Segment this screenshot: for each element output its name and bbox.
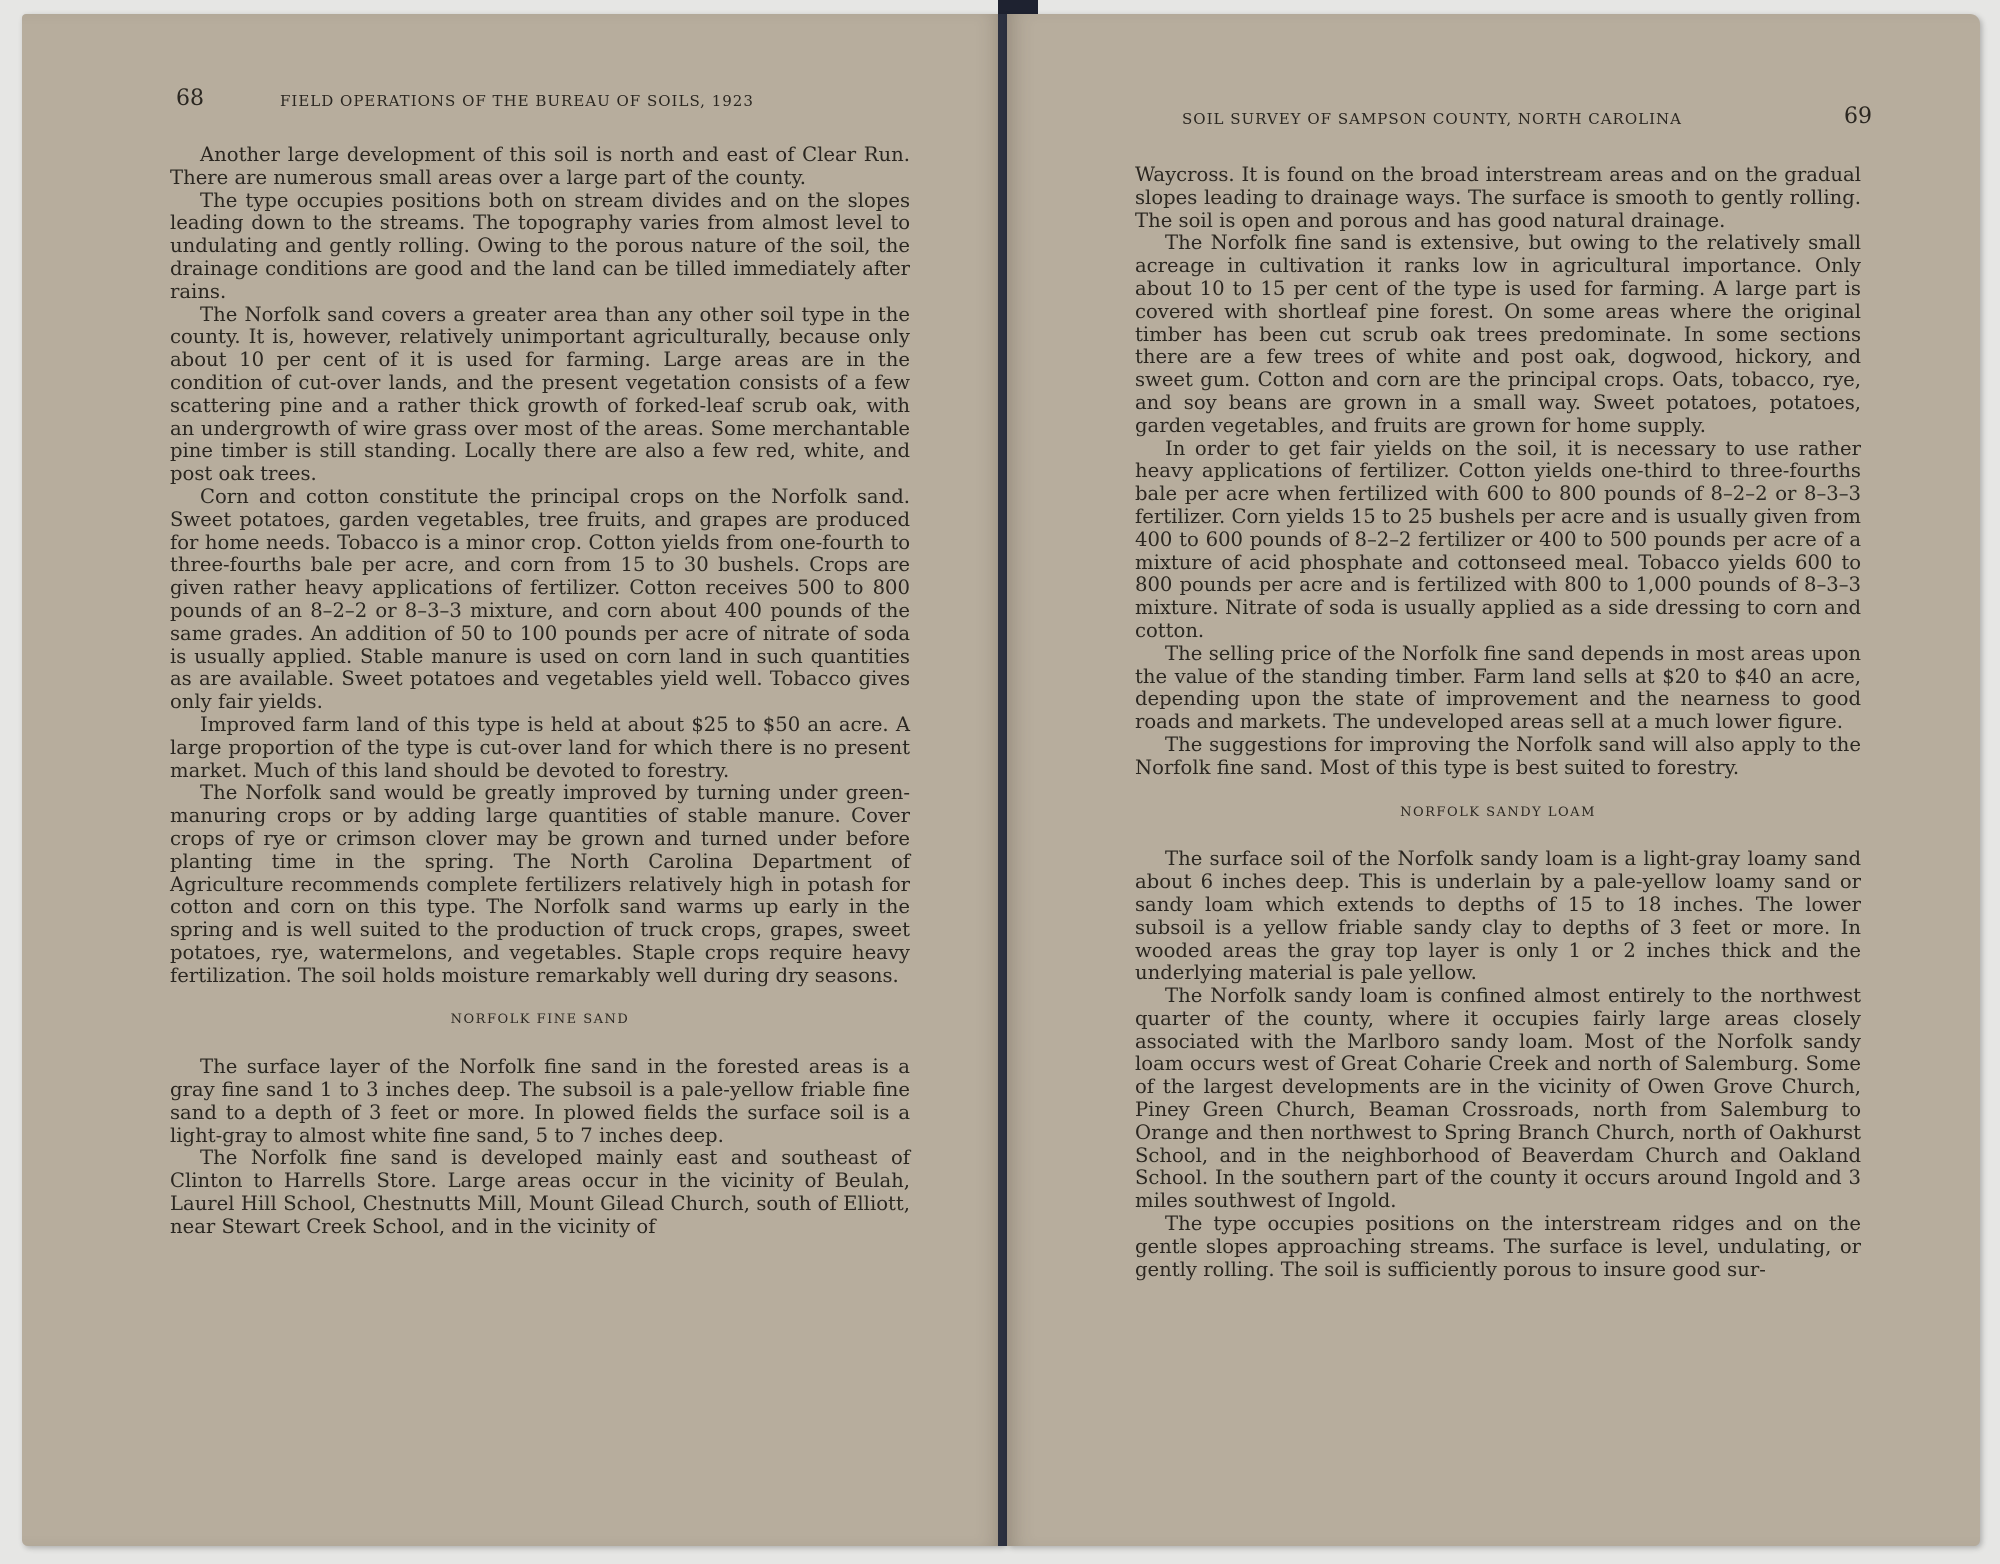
paragraph: The selling price of the Norfolk fine sand depends in most areas upon the value of the standing timber. Farm land sells at $20 to $40 an acre, depending upon the state of improvement and the nearness to good roads and markets. The undeveloped areas sell at a much lower figure. [1135,641,1861,734]
left-running-title: FIELD OPERATIONS OF THE BUREAU OF SOILS, 1923 [280,92,754,110]
paragraph: The suggestions for improving the Norfolk sand will also apply to the Norfolk fine sand. Most of this type is best suited to forestry. [1135,732,1861,779]
section-heading-norfolk-fine-sand: NORFOLK FINE SAND [450,1012,630,1028]
left-page-number: 68 [176,86,204,111]
left-page-body [170,144,910,1239]
paragraph: The surface soil of the Norfolk sandy loam is a light-gray loamy sand about 6 inches deep. This is underlain by a pale-yellow loamy sand or sandy loam which extends to depths of 15 to 18 inches. The lower subsoil is a yellow friable sandy clay to depths of 3 feet or more. In wooded areas the gray top layer is only 1 or 2 inches thick and the underlying material is pale yellow. [1135,847,1861,985]
right-running-title: SOIL SURVEY OF SAMPSON COUNTY, NORTH CAROLINA [1182,110,1682,128]
paragraph: The Norfolk fine sand is extensive, but owing to the relatively small acreage in cultivation it ranks low in agricultural importance. Only about 10 to 15 per cent of the type is used for farming. A large part is covered with shortleaf pine forest. On some areas where the original timber has been cut scrub oak trees predominate. In some sections there are a few trees of white and post oak, dogwood, hickory, and sweet gum. Cotton and corn are the principal crops. Oats, tobacco, rye, and soy beans are grown in a small way. Sweet potatoes, potatoes, garden vegetables, and fruits are grown for home supply. [1135,231,1861,437]
book-spread [22,14,1980,1546]
paragraph: The Norfolk fine sand is developed mainly east and southeast of Clinton to Harrells Store. Large areas occur in the vicinity of Beulah, Laurel Hill School, Chestnutts Mill, Mount Gilead Church, south of Elliott, near Stewart Creek School, and in the vicinity of [170,1146,910,1238]
section-heading-norfolk-sandy-loam: NORFOLK SANDY LOAM [1400,804,1596,820]
right-page [1007,14,1980,1546]
paragraph: Another large development of this soil is north and east of Clear Run. There are numerous small areas over a large part of the county. [170,143,910,189]
right-page-body [1135,164,1861,1281]
paragraph: The Norfolk sand covers a greater area than any other soil type in the county. It is, however, relatively unimportant agriculturally, because only about 10 per cent of it is used for farming. Large areas are in the condition of cut-over lands, and the present vegetation consists of a few scattering pine and a rather thick growth of forked-leaf scrub oak, with an undergrowth of wire grass over most of the areas. Some merchantable pine timber is still standing. Locally there are also a few red, white, and post oak trees. [170,302,910,486]
left-page [22,14,1004,1546]
paragraph: In order to get fair yields on the soil, it is necessary to use rather heavy applications of fertilizer. Cotton yields one-third to three-fourths bale per acre when fertilized with 600 to 800 pounds of 8–2–2 or 8–3–3 fertilizer. Corn yields 15 to 25 bushels per acre and is usually given from 400 to 600 pounds of 8–2–2 fertilizer or 400 to 500 pounds per acre of a mixture of acid phosphate and cottonseed meal. Tobacco yields 600 to 800 pounds per acre and is fertilized with 800 to 1,000 pounds of 8–3–3 mixture. Nitrate of soda is usually applied as a side dressing to corn and cotton. [1135,436,1861,642]
right-page-number: 69 [1844,104,1872,129]
paragraph: The type occupies positions both on stream divides and on the slopes leading down to the streams. The topography varies from almost level to undulating and gently rolling. Owing to the porous nature of the soil, the drainage conditions are good and the land can be tilled immediately after rains. [170,188,910,303]
continuation-paragraph: Waycross. It is found on the broad interstream areas and on the gradual slopes leading to drainage ways. The surface is smooth to gently rolling. The soil is open and porous and has good natural drainage. [1135,163,1861,232]
paragraph: Improved farm land of this type is held at about $25 to $50 an acre. A large proportion of the type is cut-over land for which there is no present market. Much of this land should be devoted to forestry. [170,712,910,782]
paragraph: The Norfolk sand would be greatly improved by turning under green-manuring crops or by adding large quantities of stable manure. Cover crops of rye or crimson clover may be grown and turned under before planting time in the spring. The North Carolina Department of Agriculture recommends complete fertilizers relatively high in potash for cotton and corn on this type. The Norfolk sand warms up early in the spring and is well suited to the production of truck crops, grapes, sweet potatoes, rye, watermelons, and vegetables. Staple crops require heavy fertilization. The soil holds moisture remarkably well during dry seasons. [170,781,910,987]
paragraph: The Norfolk sandy loam is confined almost entirely to the northwest quarter of the county, where it occupies fairly large areas closely associated with the Marlboro sandy loam. Most of the Norfolk sandy loam occurs west of Great Coharie Creek and north of Salemburg. Some of the largest developments are in the vicinity of Owen Grove Church, Piney Green Church, Beaman Crossroads, north from Salemburg to Orange and then northwest to Spring Branch Church, north of Oakhurst School, and in the neighborhood of Beaverdam Church and Oakland School. In the southern part of the county it occurs around Ingold and 3 miles southwest of Ingold. [1135,984,1861,1213]
paragraph: Corn and cotton constitute the principal crops on the Norfolk sand. Sweet potatoes, garden vegetables, tree fruits, and grapes are produced for home needs. Tobacco is a minor crop. Cotton yields from one-fourth to three-fourths bale per acre, and corn from 15 to 30 bushels. Crops are given rather heavy applications of fertilizer. Cotton receives 500 to 800 pounds of an 8–2–2 or 8–3–3 mixture, and corn about 400 pounds of the same grades. An addition of 50 to 100 pounds per acre of nitrate of soda is usually applied. Stable manure is used on corn land in such quantities as are available. Sweet potatoes and vegetables yield well. Tobacco gives only fair yields. [170,484,910,714]
paragraph: The type occupies positions on the interstream ridges and on the gentle slopes approaching streams. The surface is level, undulating, or gently rolling. The soil is sufficiently porous to insure good sur- [1135,1212,1861,1281]
paragraph: The surface layer of the Norfolk fine sand in the forested areas is a gray fine sand 1 to 3 inches deep. The subsoil is a pale-yellow friable fine sand to a depth of 3 feet or more. In plowed fields the surface soil is a light-gray to almost white fine sand, 5 to 7 inches deep. [170,1055,910,1147]
